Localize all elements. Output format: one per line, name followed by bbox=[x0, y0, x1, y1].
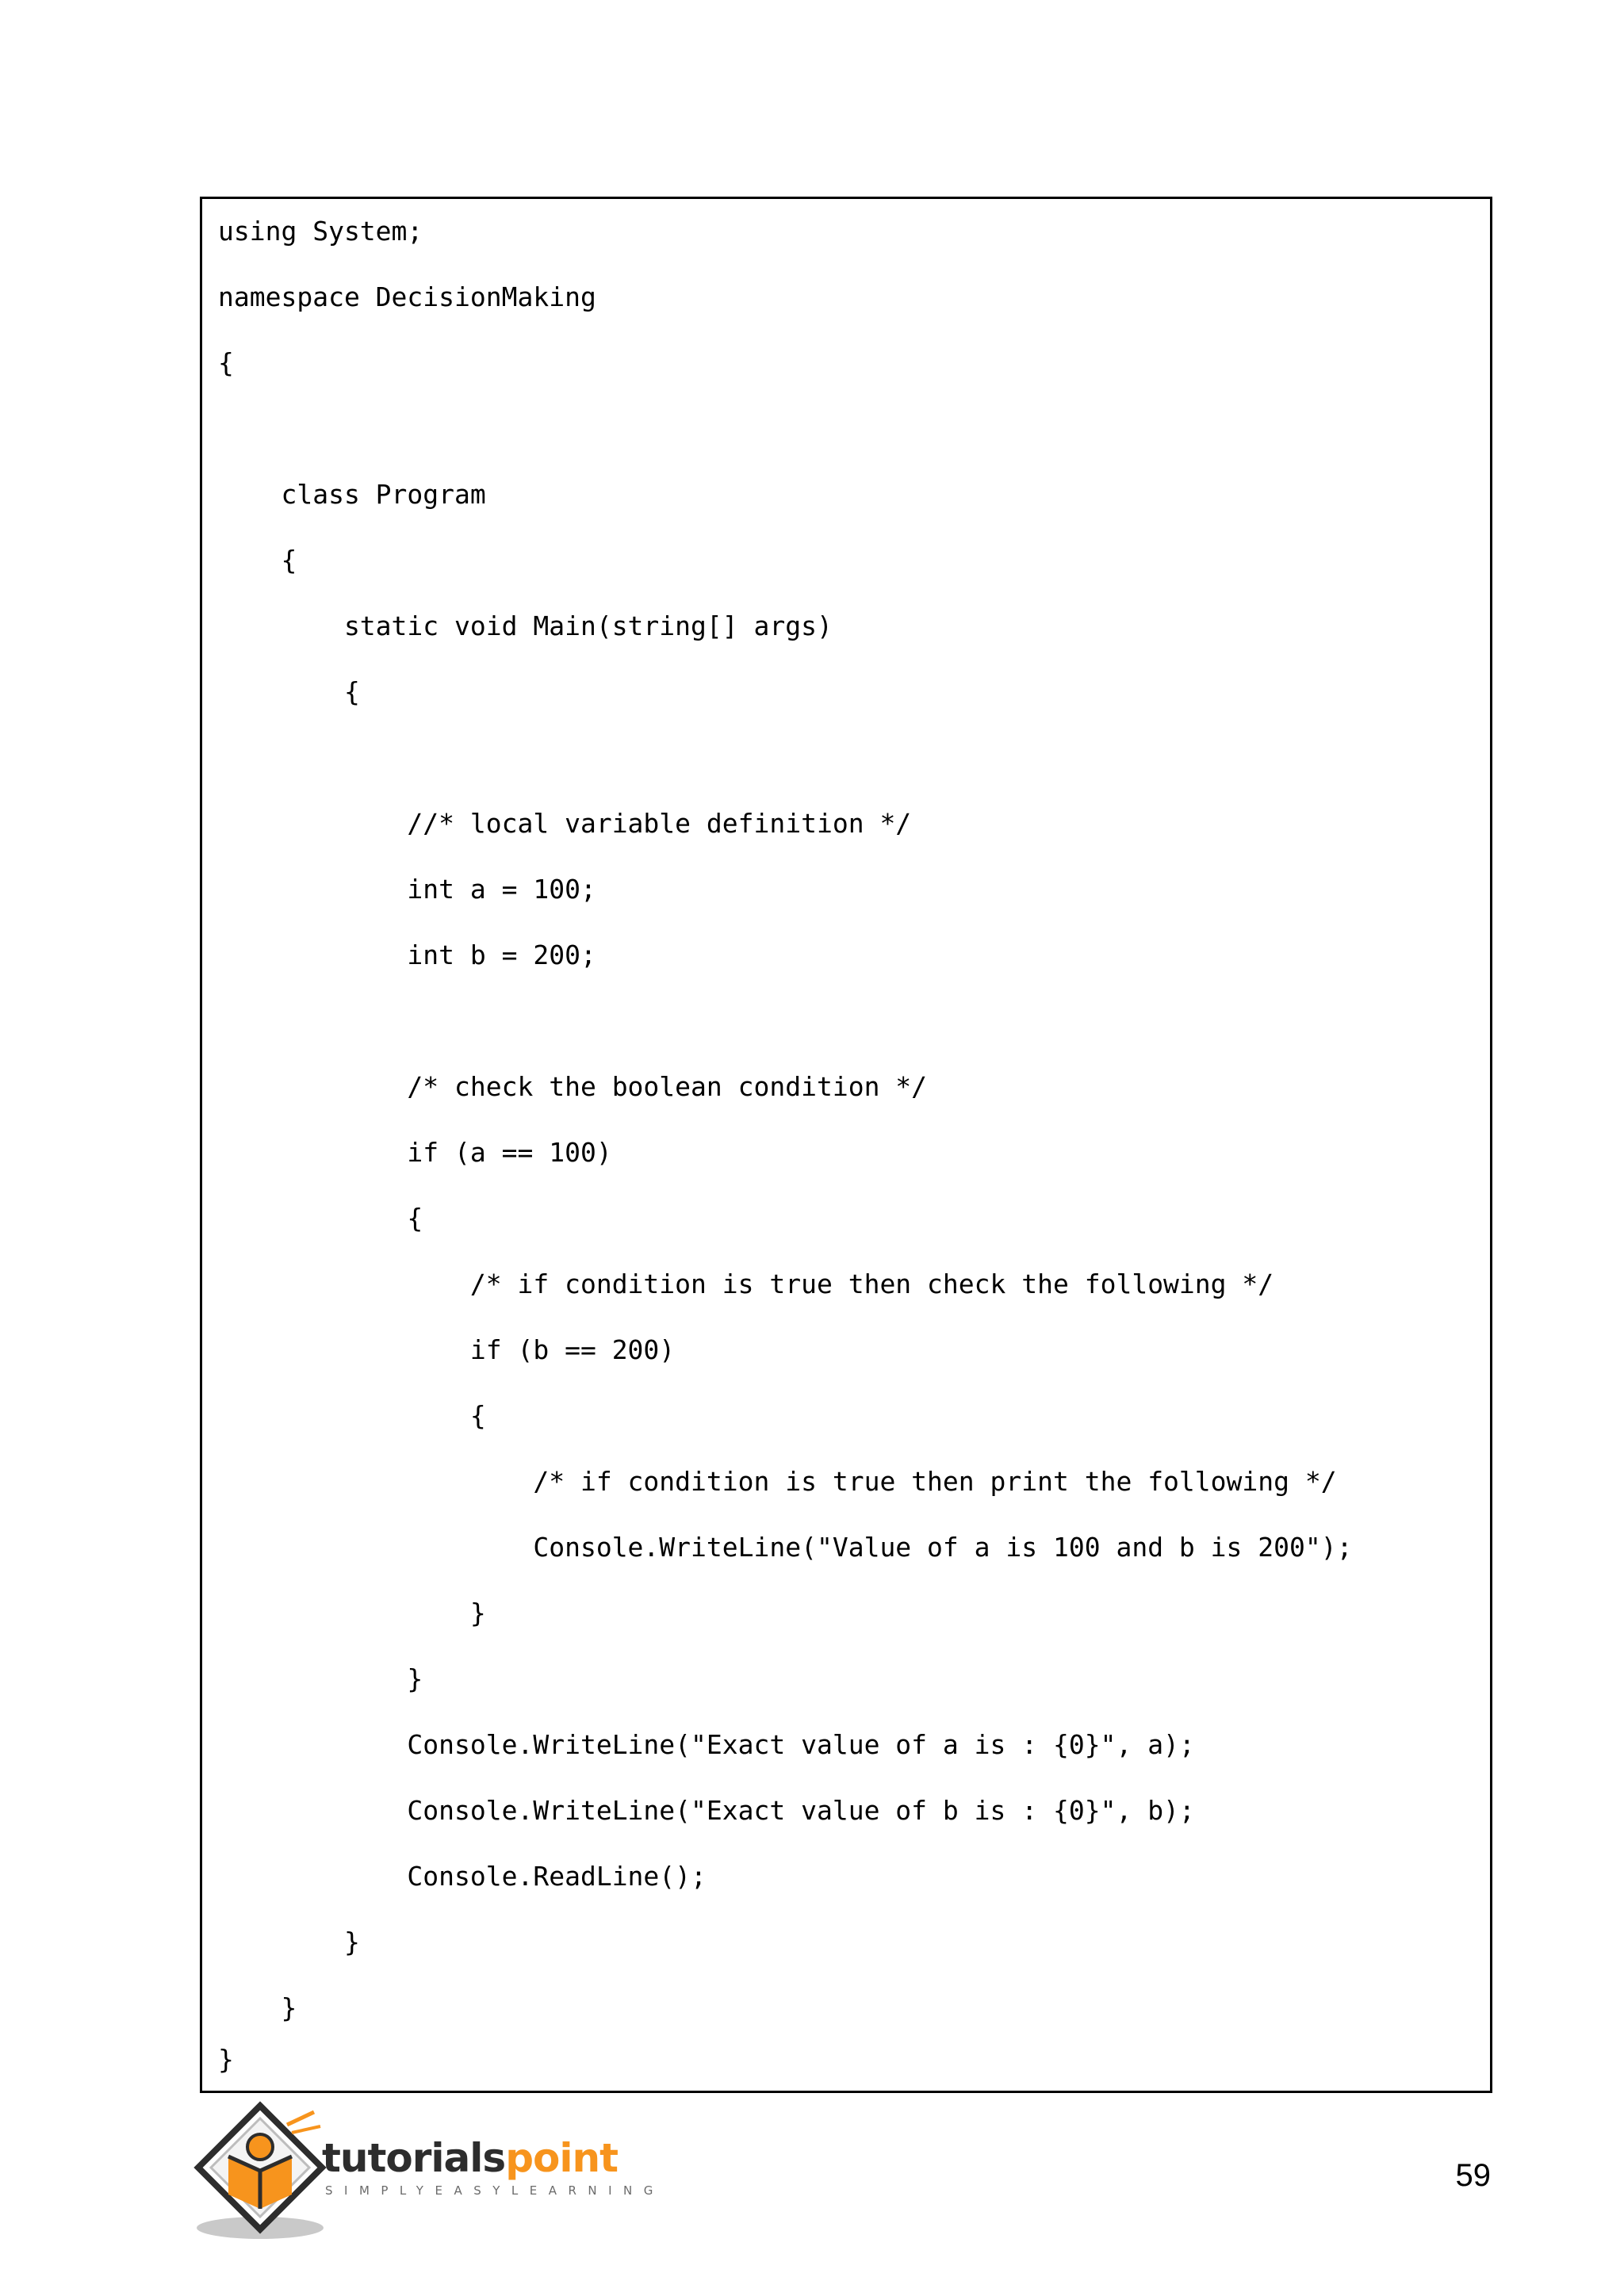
code-line: if (b == 200) bbox=[218, 1334, 676, 1365]
tutorialspoint-logo bbox=[193, 2101, 665, 2244]
page-number: 59 bbox=[1455, 2158, 1491, 2193]
code-line: /* if condition is true then check the following */ bbox=[218, 1269, 1274, 1299]
logo-tagline: SIMPLYEASYLEARNING bbox=[325, 2183, 665, 2198]
code-line: { bbox=[218, 545, 297, 576]
code-line: { bbox=[218, 1400, 486, 1431]
code-line: Console.ReadLine(); bbox=[218, 1861, 707, 1892]
code-line: static void Main(string[] args) bbox=[218, 610, 833, 641]
code-line: /* check the boolean condition */ bbox=[218, 1071, 928, 1102]
code-line: namespace DecisionMaking bbox=[218, 281, 596, 312]
page-footer bbox=[0, 2093, 1624, 2296]
code-line: class Program bbox=[218, 479, 486, 510]
code-line: Console.WriteLine("Exact value of b is : {0}", b); bbox=[218, 1795, 1195, 1826]
logo-wordmark bbox=[322, 2136, 618, 2180]
code-line: int b = 200; bbox=[218, 939, 596, 970]
code-line: { bbox=[218, 676, 360, 707]
code-line: } bbox=[218, 1927, 360, 1957]
code-line: { bbox=[218, 1203, 423, 1234]
logo-emblem-icon bbox=[193, 2101, 328, 2244]
code-line: Console.WriteLine("Value of a is 100 and b is 200"); bbox=[218, 1532, 1353, 1563]
logo-word-tutorials: tutorials bbox=[322, 2135, 506, 2181]
code-line: int a = 100; bbox=[218, 874, 596, 905]
code-line: } bbox=[218, 1992, 297, 2023]
code-line: Console.WriteLine("Exact value of a is : {0}", a); bbox=[218, 1729, 1195, 1760]
code-line: //* local variable definition */ bbox=[218, 808, 912, 839]
code-block bbox=[200, 197, 1492, 2093]
code-line: if (a == 100) bbox=[218, 1137, 612, 1168]
code-line: { bbox=[218, 347, 234, 378]
code-line: using System; bbox=[218, 216, 423, 247]
logo-word-point: point bbox=[505, 2135, 618, 2181]
code-line: /* if condition is true then print the following */ bbox=[218, 1466, 1337, 1497]
code-line: } bbox=[218, 2044, 234, 2075]
code-line: } bbox=[218, 1598, 486, 1628]
code-line: } bbox=[218, 1663, 423, 1694]
